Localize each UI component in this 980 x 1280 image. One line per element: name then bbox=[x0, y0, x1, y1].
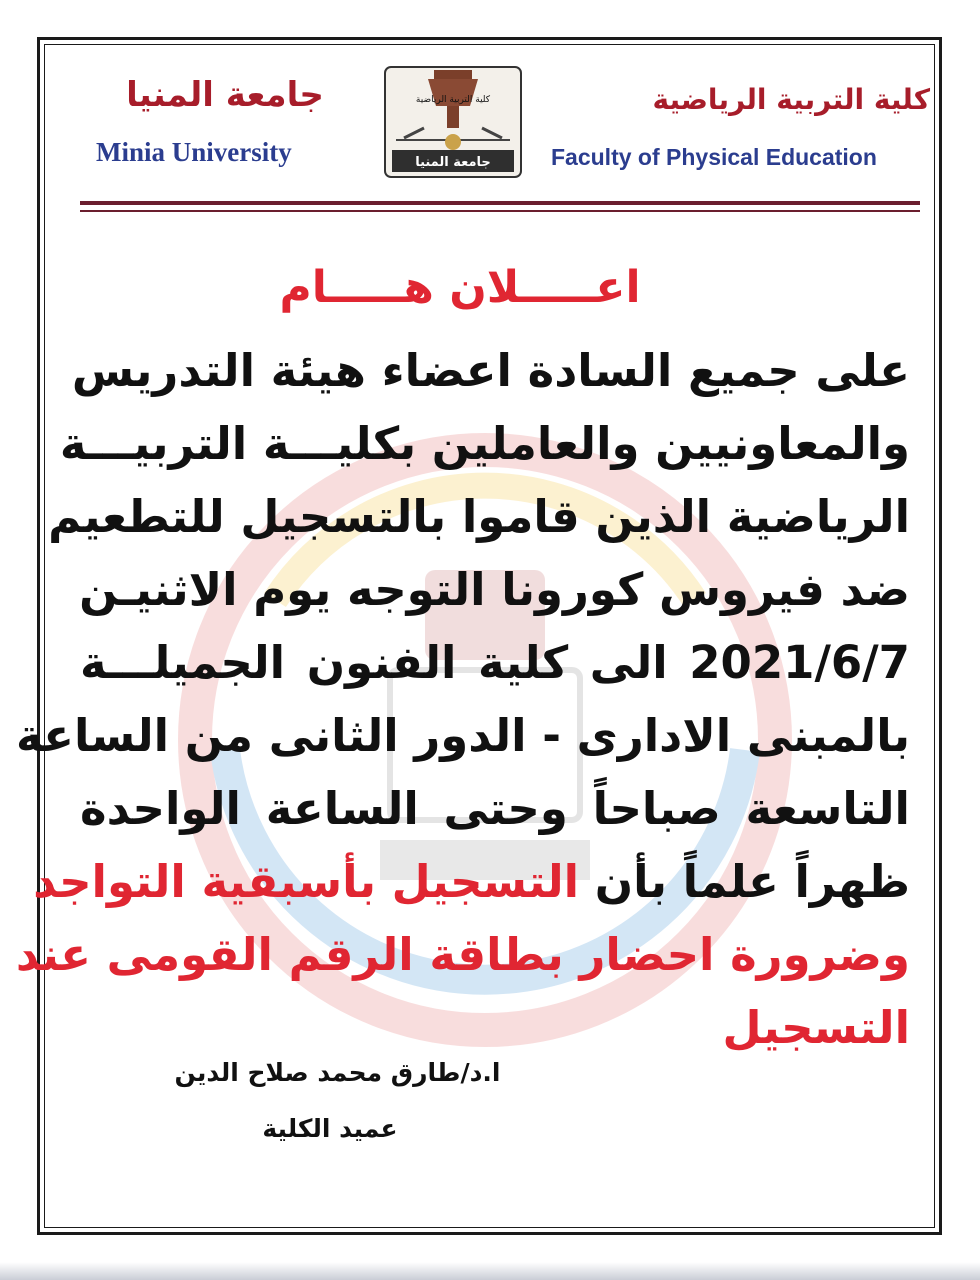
body-line-6: بالمبنى الادارى - الدور الثانى من الساعة bbox=[15, 709, 910, 762]
logo-text-top: كلية التربية الرياضية bbox=[415, 95, 491, 105]
signature-name: ا.د/طارق محمد صلاح الدين bbox=[174, 1058, 501, 1087]
body-line-2: والمعاونيين والعاملين بكليـــة التربيـــة bbox=[59, 417, 910, 470]
announcement-body bbox=[15, 334, 910, 1064]
university-name-english: Minia University bbox=[96, 137, 292, 167]
body-line-8-red: التسجيل بأسبقية التواجد bbox=[33, 855, 580, 908]
body-line-8-black: ظهراً علماً بأن bbox=[594, 855, 910, 908]
signature-title: عميد الكلية bbox=[262, 1114, 398, 1143]
body-line-5: 2021/6/7 الى كلية الفنون الجميلـــة bbox=[80, 636, 910, 689]
logo-text-bottom: جامعة المنيا bbox=[415, 155, 491, 170]
header-divider-thin bbox=[80, 210, 920, 212]
header-divider-thick bbox=[80, 201, 920, 205]
body-line-9: وضرورة احضار بطاقة الرقم القومى عند bbox=[15, 928, 910, 981]
university-name-arabic: جامعة المنيا bbox=[126, 75, 324, 115]
body-line-1: على جميع السادة اعضاء هيئة التدريس bbox=[71, 344, 910, 397]
faculty-name-arabic: كلية التربية الرياضية bbox=[652, 83, 930, 116]
body-line-4: ضد فيروس كورونا التوجه يوم الاثنيـن bbox=[79, 563, 910, 616]
body-line-8 bbox=[33, 845, 910, 918]
body-line-10: التسجيل bbox=[722, 1001, 910, 1054]
body-line-3: الرياضية الذين قاموا بالتسجيل للتطعيم bbox=[48, 490, 910, 543]
bottom-edge-shadow bbox=[0, 1262, 980, 1280]
faculty-name-english: Faculty of Physical Education bbox=[551, 144, 877, 170]
faculty-logo-icon bbox=[384, 66, 522, 178]
body-line-7: التاسعة صباحاً وحتى الساعة الواحدة bbox=[80, 782, 910, 835]
announcement-title: اعـــــلان هـــــام bbox=[279, 262, 641, 313]
